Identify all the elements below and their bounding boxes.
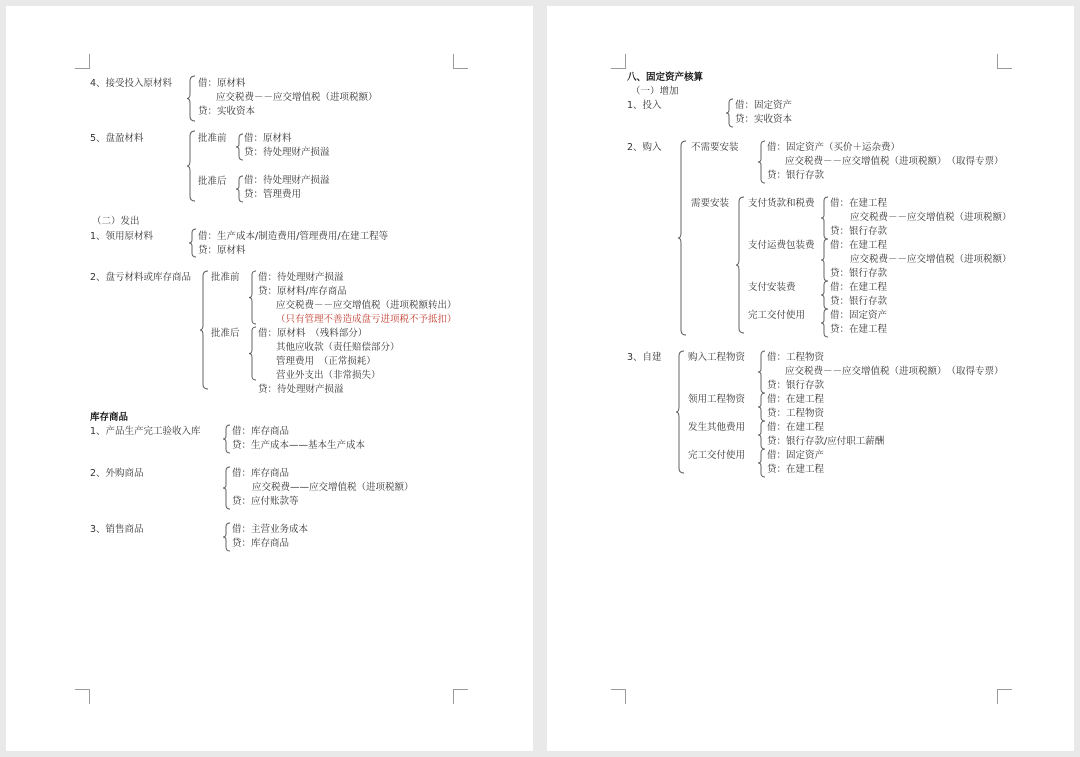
journal-line: 借：待处理财产损溢 — [244, 175, 330, 186]
entry-title: 3、自建 — [627, 352, 662, 363]
entry-title: 2、盘亏材料或库存商品 — [90, 272, 192, 283]
crop-mark-bottom-left — [75, 689, 90, 704]
journal-line: 应交税费－－应交增值税（进项税额） （取得专票） — [785, 366, 1004, 377]
entry-title: 2、外购商品 — [90, 468, 144, 479]
journal-line: 贷：银行存款 — [830, 296, 888, 307]
brace — [725, 98, 735, 128]
branch-label: 完工交付使用 — [688, 450, 746, 461]
journal-line: 应交税费－－应交增值税（进项税额） — [850, 254, 1012, 265]
journal-line: 借：原材料 — [244, 133, 292, 144]
brace — [186, 75, 198, 122]
journal-line: 营业外支出（非常损失） — [276, 370, 381, 381]
journal-line: 借：主营业务成本 — [232, 524, 309, 535]
journal-line: 应交税费－－应交增值税（进项税额） — [216, 92, 378, 103]
branch-label: 需要安装 — [691, 198, 730, 209]
crop-mark-bottom-left — [611, 689, 626, 704]
journal-line: 借：固定资产（买价＋运杂费） — [767, 142, 901, 153]
brace — [757, 420, 767, 450]
entry-title: 1、领用原材料 — [90, 231, 154, 242]
journal-line: 贷：应付账款等 — [232, 496, 299, 507]
crop-mark-top-left — [75, 54, 90, 69]
brace — [222, 522, 232, 552]
brace — [677, 140, 689, 336]
journal-line: 贷：在建工程 — [830, 324, 888, 335]
journal-line: 借：固定资产 — [735, 100, 793, 111]
journal-line: 借：在建工程 — [830, 282, 888, 293]
note-text: （只有管理不善造成盘亏进项税不予抵扣） — [276, 314, 457, 325]
branch-label: 支付安装费 — [748, 282, 796, 293]
brace — [199, 270, 211, 390]
crop-mark-top-right — [997, 54, 1012, 69]
journal-line: 贷：银行存款 — [767, 380, 825, 391]
crop-mark-top-left — [611, 54, 626, 69]
journal-line: 贷：库存商品 — [232, 538, 290, 549]
document-page-right — [547, 6, 1074, 751]
journal-line: 贷：银行存款 — [767, 170, 825, 181]
branch-label: 领用工程物资 — [688, 394, 746, 405]
journal-line: 贷：管理费用 — [244, 189, 302, 200]
brace — [757, 350, 767, 394]
crop-mark-bottom-right — [453, 689, 468, 704]
branch-label: 批准后 — [211, 328, 240, 339]
journal-line: 管理费用 （正常损耗） — [276, 356, 376, 367]
crop-mark-top-right — [453, 54, 468, 69]
section-heading: （一）增加 — [631, 86, 679, 97]
branch-label: 支付货款和税费 — [748, 198, 815, 209]
journal-line: 其他应收款（责任赔偿部分） — [276, 342, 400, 353]
journal-line: 应交税费－－应交增值税（进项税额） — [850, 212, 1012, 223]
entry-title: 3、销售商品 — [90, 524, 144, 535]
journal-line: 贷：银行存款 — [830, 268, 888, 279]
brace — [820, 196, 830, 240]
journal-line: 借：生产成本/制造费用/管理费用/在建工程等 — [198, 231, 389, 242]
entry-title: 5、盘盈材料 — [90, 133, 144, 144]
journal-line: 借：工程物资 — [767, 352, 825, 363]
journal-line: 贷：银行存款/应付职工薪酬 — [767, 436, 885, 447]
brace — [757, 140, 767, 184]
section-heading: 库存商品 — [90, 412, 129, 423]
brace — [735, 196, 747, 334]
brace — [248, 326, 258, 381]
branch-label: 支付运费包装费 — [748, 240, 815, 251]
branch-label: 批准前 — [198, 133, 227, 144]
journal-line: 贷：待处理财产损溢 — [244, 147, 330, 158]
journal-line: 借：在建工程 — [830, 198, 888, 209]
branch-label: 批准前 — [211, 272, 240, 283]
section-heading: （二）发出 — [92, 216, 140, 227]
journal-line: 贷：银行存款 — [830, 226, 888, 237]
entry-title: 2、购入 — [627, 142, 662, 153]
entry-title: 1、投入 — [627, 100, 662, 111]
entry-title: 4、接受投入原材料 — [90, 78, 173, 89]
brace — [222, 424, 232, 454]
brace — [222, 466, 232, 510]
journal-line: 借：固定资产 — [830, 310, 888, 321]
journal-line: 贷：在建工程 — [767, 464, 825, 475]
crop-mark-bottom-right — [997, 689, 1012, 704]
journal-line: 应交税费－－应交增值税（进项税额） （取得专票） — [785, 156, 1004, 167]
brace — [820, 238, 830, 282]
journal-line: 借：固定资产 — [767, 450, 825, 461]
journal-line: 借：待处理财产损溢 — [258, 272, 344, 283]
brace — [186, 130, 198, 202]
journal-line: 应交税费——应交增值税（进项税额） — [252, 482, 414, 493]
journal-line: 借：原材料 （残料部分） — [258, 328, 368, 339]
brace — [820, 308, 830, 338]
journal-line: 贷：生产成本——基本生产成本 — [232, 440, 366, 451]
branch-label: 不需要安装 — [691, 142, 739, 153]
document-page-left — [6, 6, 533, 751]
branch-label: 完工交付使用 — [748, 310, 806, 321]
page-heading: 八、固定资产核算 — [627, 72, 704, 83]
journal-line: 贷：原材料/库存商品 — [258, 286, 347, 297]
branch-label: 发生其他费用 — [688, 422, 746, 433]
entry-title: 1、产品生产完工验收入库 — [90, 426, 201, 437]
journal-line: 贷：实收资本 — [198, 106, 256, 117]
journal-line: 借：库存商品 — [232, 426, 290, 437]
journal-line: 贷：原材料 — [198, 245, 246, 256]
brace — [675, 350, 687, 474]
journal-line: 借：在建工程 — [830, 240, 888, 251]
journal-line: 贷：实收资本 — [735, 114, 793, 125]
journal-line: 借：在建工程 — [767, 394, 825, 405]
branch-label: 批准后 — [198, 176, 227, 187]
journal-line: 借：库存商品 — [232, 468, 290, 479]
brace — [820, 280, 830, 310]
journal-line: 贷：待处理财产损溢 — [258, 384, 344, 395]
journal-line: 借：原材料 — [198, 78, 246, 89]
brace — [248, 270, 258, 325]
brace — [188, 228, 198, 258]
journal-line: 应交税费－－应交增值税（进项税额转出） — [276, 300, 457, 311]
branch-label: 购入工程物资 — [688, 352, 746, 363]
brace — [757, 448, 767, 478]
journal-line: 借：在建工程 — [767, 422, 825, 433]
brace — [757, 392, 767, 422]
journal-line: 贷：工程物资 — [767, 408, 825, 419]
